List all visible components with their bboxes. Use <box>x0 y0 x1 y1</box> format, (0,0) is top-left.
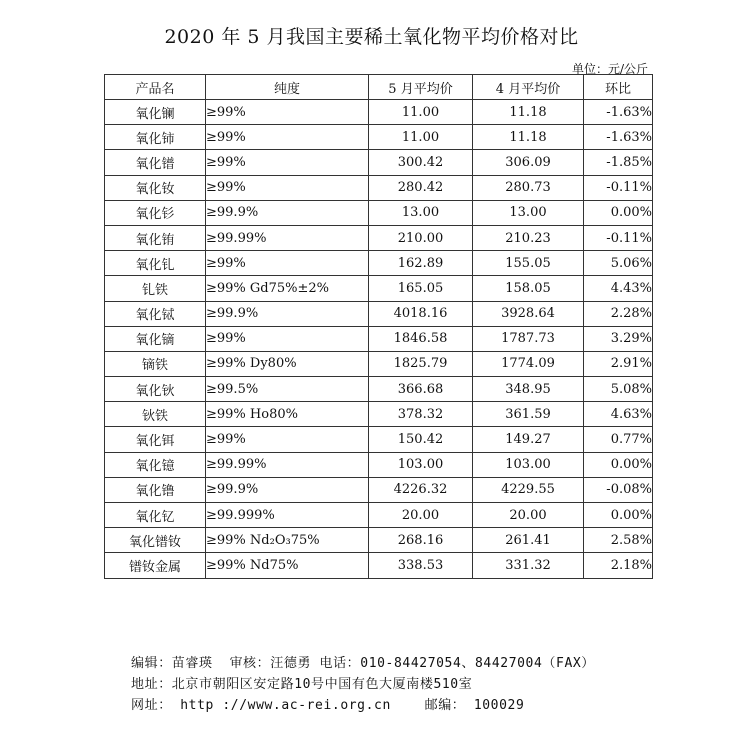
cell-product-name: 氧化钕 <box>105 175 206 200</box>
cell-change: -1.85% <box>584 150 653 175</box>
cell-change: 0.00% <box>584 452 653 477</box>
cell-purity: ≥99% <box>206 125 369 150</box>
cell-purity: ≥99.5% <box>206 377 369 402</box>
cell-may-price: 103.00 <box>369 452 473 477</box>
cell-change: 2.58% <box>584 528 653 553</box>
cell-product-name: 氧化镨 <box>105 150 206 175</box>
cell-apr-price: 210.23 <box>473 225 584 250</box>
cell-change: 0.77% <box>584 427 653 452</box>
cell-may-price: 11.00 <box>369 125 473 150</box>
cell-change: -1.63% <box>584 125 653 150</box>
cell-may-price: 300.42 <box>369 150 473 175</box>
cell-purity: ≥99% Gd75%±2% <box>206 276 369 301</box>
cell-apr-price: 149.27 <box>473 427 584 452</box>
header-change: 环比 <box>584 75 653 100</box>
table-row <box>105 125 653 150</box>
cell-product-name: 氧化钐 <box>105 200 206 225</box>
cell-product-name: 氧化铕 <box>105 225 206 250</box>
cell-apr-price: 280.73 <box>473 175 584 200</box>
cell-apr-price: 155.05 <box>473 251 584 276</box>
cell-may-price: 1846.58 <box>369 326 473 351</box>
cell-purity: ≥99% <box>206 100 369 125</box>
cell-may-price: 268.16 <box>369 528 473 553</box>
cell-may-price: 210.00 <box>369 225 473 250</box>
cell-may-price: 20.00 <box>369 503 473 528</box>
cell-purity: ≥99% Nd75% <box>206 553 369 578</box>
cell-apr-price: 103.00 <box>473 452 584 477</box>
table-header-row <box>105 75 653 100</box>
cell-change: 0.00% <box>584 200 653 225</box>
cell-apr-price: 261.41 <box>473 528 584 553</box>
cell-purity: ≥99.9% <box>206 200 369 225</box>
cell-purity: ≥99.9% <box>206 477 369 502</box>
table-row <box>105 452 653 477</box>
cell-purity: ≥99% <box>206 251 369 276</box>
cell-may-price: 4018.16 <box>369 301 473 326</box>
cell-purity: ≥99% Nd₂O₃75% <box>206 528 369 553</box>
cell-apr-price: 331.32 <box>473 553 584 578</box>
cell-purity: ≥99.99% <box>206 452 369 477</box>
cell-product-name: 氧化铒 <box>105 427 206 452</box>
cell-apr-price: 306.09 <box>473 150 584 175</box>
cell-purity: ≥99% Ho80% <box>206 402 369 427</box>
price-table <box>104 74 653 579</box>
cell-may-price: 4226.32 <box>369 477 473 502</box>
cell-change: 2.91% <box>584 351 653 376</box>
cell-may-price: 1825.79 <box>369 351 473 376</box>
cell-apr-price: 1787.73 <box>473 326 584 351</box>
table-row <box>105 301 653 326</box>
cell-product-name: 氧化镱 <box>105 452 206 477</box>
cell-apr-price: 3928.64 <box>473 301 584 326</box>
cell-change: 2.18% <box>584 553 653 578</box>
cell-product-name: 氧化镨钕 <box>105 528 206 553</box>
cell-product-name: 氧化铈 <box>105 125 206 150</box>
cell-purity: ≥99.9% <box>206 301 369 326</box>
cell-change: 3.29% <box>584 326 653 351</box>
cell-change: 0.00% <box>584 503 653 528</box>
table-row <box>105 503 653 528</box>
cell-apr-price: 158.05 <box>473 276 584 301</box>
cell-change: -0.11% <box>584 175 653 200</box>
table-row <box>105 150 653 175</box>
cell-apr-price: 20.00 <box>473 503 584 528</box>
cell-product-name: 氧化镧 <box>105 100 206 125</box>
cell-product-name: 氧化钇 <box>105 503 206 528</box>
cell-purity: ≥99.999% <box>206 503 369 528</box>
cell-change: 4.63% <box>584 402 653 427</box>
table-row <box>105 326 653 351</box>
page-title: 2020 年 5 月我国主要稀土氧化物平均价格对比 <box>164 26 579 48</box>
cell-product-name: 氧化镝 <box>105 326 206 351</box>
table-row <box>105 251 653 276</box>
cell-apr-price: 13.00 <box>473 200 584 225</box>
table-row <box>105 351 653 376</box>
cell-change: -0.08% <box>584 477 653 502</box>
table-row <box>105 377 653 402</box>
table-row <box>105 200 653 225</box>
cell-purity: ≥99% Dy80% <box>206 351 369 376</box>
table-row <box>105 276 653 301</box>
cell-may-price: 338.53 <box>369 553 473 578</box>
cell-purity: ≥99.99% <box>206 225 369 250</box>
cell-change: 4.43% <box>584 276 653 301</box>
table-row <box>105 100 653 125</box>
cell-apr-price: 4229.55 <box>473 477 584 502</box>
cell-change: -0.11% <box>584 225 653 250</box>
cell-change: -1.63% <box>584 100 653 125</box>
footer-editor-line: 编辑：苗睿瑛 审核：汪德勇 电话：010-84427054、84427004（FAX） <box>131 656 595 671</box>
cell-apr-price: 361.59 <box>473 402 584 427</box>
cell-apr-price: 348.95 <box>473 377 584 402</box>
cell-change: 2.28% <box>584 301 653 326</box>
cell-product-name: 氧化钬 <box>105 377 206 402</box>
table-row <box>105 528 653 553</box>
cell-product-name: 氧化钆 <box>105 251 206 276</box>
cell-may-price: 150.42 <box>369 427 473 452</box>
table-row <box>105 427 653 452</box>
cell-may-price: 165.05 <box>369 276 473 301</box>
cell-may-price: 162.89 <box>369 251 473 276</box>
table-row <box>105 175 653 200</box>
header-purity: 纯度 <box>206 75 369 100</box>
cell-product-name: 氧化铽 <box>105 301 206 326</box>
cell-change: 5.06% <box>584 251 653 276</box>
footer-website-line: 网址： http ://www.ac-rei.org.cn 邮编： 100029 <box>131 698 525 713</box>
table-row <box>105 553 653 578</box>
cell-may-price: 280.42 <box>369 175 473 200</box>
cell-product-name: 钬铁 <box>105 402 206 427</box>
cell-apr-price: 11.18 <box>473 125 584 150</box>
header-product: 产品名 <box>105 75 206 100</box>
cell-apr-price: 11.18 <box>473 100 584 125</box>
cell-may-price: 366.68 <box>369 377 473 402</box>
unit-label: 单位：元/公斤 <box>571 62 648 76</box>
table-body <box>105 100 653 579</box>
cell-purity: ≥99% <box>206 326 369 351</box>
header-apr-price: 4 月平均价 <box>473 75 584 100</box>
header-may-price: 5 月平均价 <box>369 75 473 100</box>
cell-may-price: 13.00 <box>369 200 473 225</box>
cell-product-name: 镨钕金属 <box>105 553 206 578</box>
table-row <box>105 477 653 502</box>
table-row <box>105 225 653 250</box>
cell-purity: ≥99% <box>206 150 369 175</box>
cell-product-name: 镝铁 <box>105 351 206 376</box>
cell-change: 5.08% <box>584 377 653 402</box>
cell-may-price: 378.32 <box>369 402 473 427</box>
table-row <box>105 402 653 427</box>
cell-product-name: 氧化镥 <box>105 477 206 502</box>
cell-product-name: 钆铁 <box>105 276 206 301</box>
cell-purity: ≥99% <box>206 427 369 452</box>
cell-purity: ≥99% <box>206 175 369 200</box>
cell-apr-price: 1774.09 <box>473 351 584 376</box>
cell-may-price: 11.00 <box>369 100 473 125</box>
footer-address-line: 地址：北京市朝阳区安定路10号中国有色大厦南楼510室 <box>131 677 473 692</box>
